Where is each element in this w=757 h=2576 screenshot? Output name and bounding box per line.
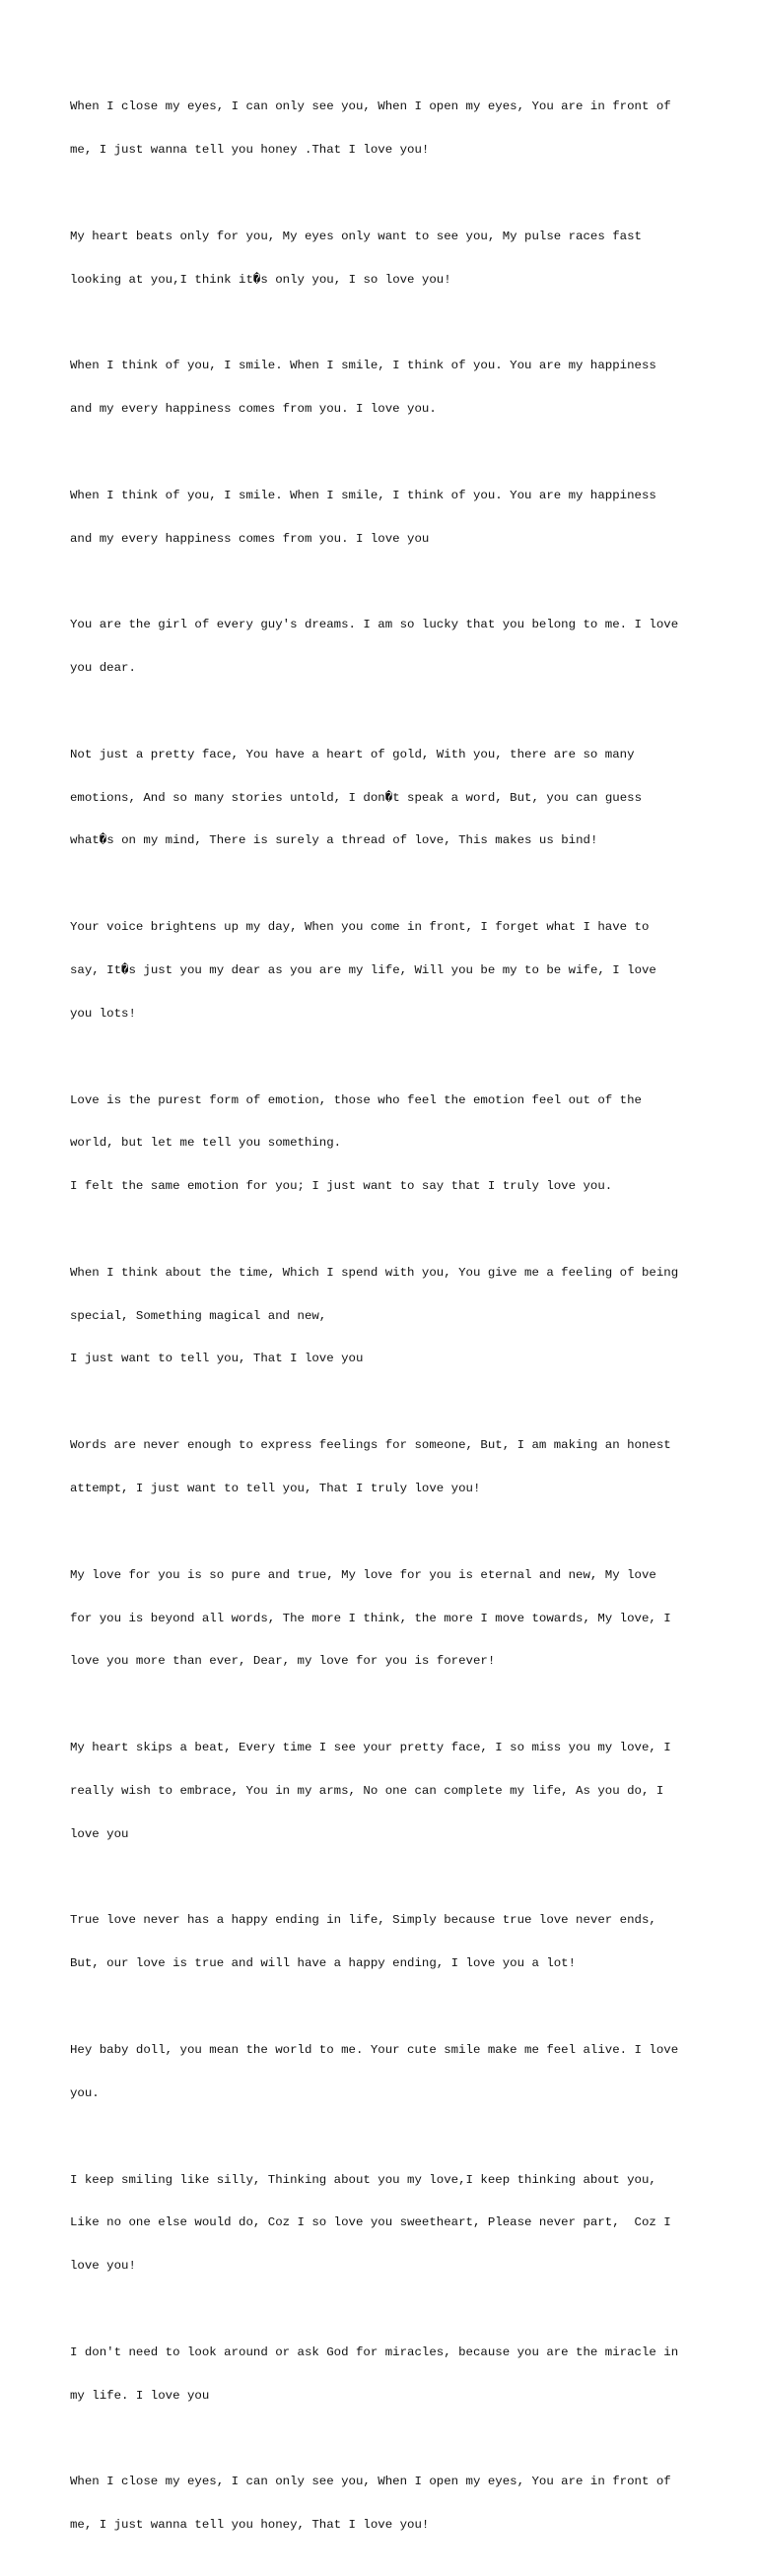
paragraph-7 xyxy=(70,892,701,1050)
text-line: special, Something magical and new, xyxy=(70,1308,327,1323)
text-line: and my every happiness comes from you. I love you xyxy=(70,531,430,546)
text-line: world, but let me tell you something. xyxy=(70,1136,342,1151)
paragraph-13 xyxy=(70,1884,701,2000)
text-line: love you! xyxy=(70,2259,136,2274)
document-page xyxy=(70,71,701,2576)
text-line: say, It�s just you my dear as you are my life, Will you be my to be wife, I love xyxy=(70,963,656,978)
text-line: my life. I love you xyxy=(70,2388,210,2403)
text-line: me, I just wanna tell you honey, That I love you! xyxy=(70,2518,430,2533)
text-line: When I think of you, I smile. When I smile, I think of you. You are my happiness xyxy=(70,488,656,502)
paragraph-8 xyxy=(70,1064,701,1222)
text-line: emotions, And so many stories untold, I don�t speak a word, But, you can guess xyxy=(70,790,643,805)
text-line: I keep smiling like silly, Thinking about you my love,I keep thinking about you, xyxy=(70,2172,656,2187)
text-line: attempt, I just want to tell you, That I truly love you! xyxy=(70,1482,481,1496)
paragraph-4 xyxy=(70,460,701,575)
text-line: Like no one else would do, Coz I so love you sweetheart, Please never part, Coz I xyxy=(70,2215,671,2230)
text-line: My heart skips a beat, Every time I see your pretty face, I so miss you my love, I xyxy=(70,1741,671,1755)
text-line: When I think about the time, Which I spend with you, You give me a feeling of being xyxy=(70,1265,679,1280)
paragraph-14 xyxy=(70,2015,701,2130)
text-line: love you more than ever, Dear, my love for you is forever! xyxy=(70,1654,496,1669)
text-line: You are the girl of every guy's dreams. I am so lucky that you belong to me. I love xyxy=(70,618,679,632)
text-line: I just want to tell you, That I love you xyxy=(70,1352,364,1366)
text-line: Love is the purest form of emotion, those who feel the emotion feel out of the xyxy=(70,1092,642,1107)
text-line: looking at you,I think it�s only you, I so love you! xyxy=(70,272,451,287)
paragraph-11 xyxy=(70,1540,701,1698)
text-line: really wish to embrace, You in my arms, No one can complete my life, As you do, I xyxy=(70,1783,664,1798)
text-line: you dear. xyxy=(70,661,136,676)
paragraph-3 xyxy=(70,330,701,445)
paragraph-5 xyxy=(70,589,701,704)
text-line: I don't need to look around or ask God for miracles, because you are the miracle in xyxy=(70,2345,679,2359)
text-line: But, our love is true and will have a happy ending, I love you a lot! xyxy=(70,1956,577,1971)
text-line: True love never has a happy ending in life, Simply because true love never ends, xyxy=(70,1913,656,1928)
paragraph-16 xyxy=(70,2317,701,2432)
text-line: for you is beyond all words, The more I think, the more I move towards, My love, I xyxy=(70,1611,671,1625)
text-line: My heart beats only for you, My eyes only want to see you, My pulse races fast xyxy=(70,229,642,243)
text-line: Your voice brightens up my day, When you come in front, I forget what I have to xyxy=(70,920,650,935)
paragraph-15 xyxy=(70,2144,701,2302)
paragraph-10 xyxy=(70,1410,701,1525)
text-line: what�s on my mind, There is surely a thread of love, This makes us bind! xyxy=(70,833,598,848)
text-line: Hey baby doll, you mean the world to me. Your cute smile make me feel alive. I love xyxy=(70,2042,679,2057)
text-line: love you xyxy=(70,1826,129,1841)
text-line: When I close my eyes, I can only see you, When I open my eyes, You are in front of xyxy=(70,2475,671,2489)
text-line: me, I just wanna tell you honey .That I love you! xyxy=(70,142,430,157)
text-line: and my every happiness comes from you. I love you. xyxy=(70,402,437,417)
paragraph-17 xyxy=(70,2446,701,2561)
text-line: Words are never enough to express feelings for someone, But, I am making an honest xyxy=(70,1438,671,1453)
paragraph-1 xyxy=(70,71,701,186)
text-line: My love for you is so pure and true, My love for you is eternal and new, My love xyxy=(70,1567,656,1582)
text-line: you. xyxy=(70,2085,100,2100)
text-line: Not just a pretty face, You have a heart of gold, With you, there are so many xyxy=(70,747,635,761)
text-line: you lots! xyxy=(70,1006,136,1021)
paragraph-9 xyxy=(70,1237,701,1396)
paragraph-12 xyxy=(70,1712,701,1871)
text-line: When I think of you, I smile. When I smile, I think of you. You are my happiness xyxy=(70,359,656,373)
text-line: I felt the same emotion for you; I just want to say that I truly love you. xyxy=(70,1179,613,1194)
paragraph-6 xyxy=(70,719,701,878)
text-line: When I close my eyes, I can only see you, When I open my eyes, You are in front of xyxy=(70,99,671,114)
paragraph-2 xyxy=(70,201,701,316)
